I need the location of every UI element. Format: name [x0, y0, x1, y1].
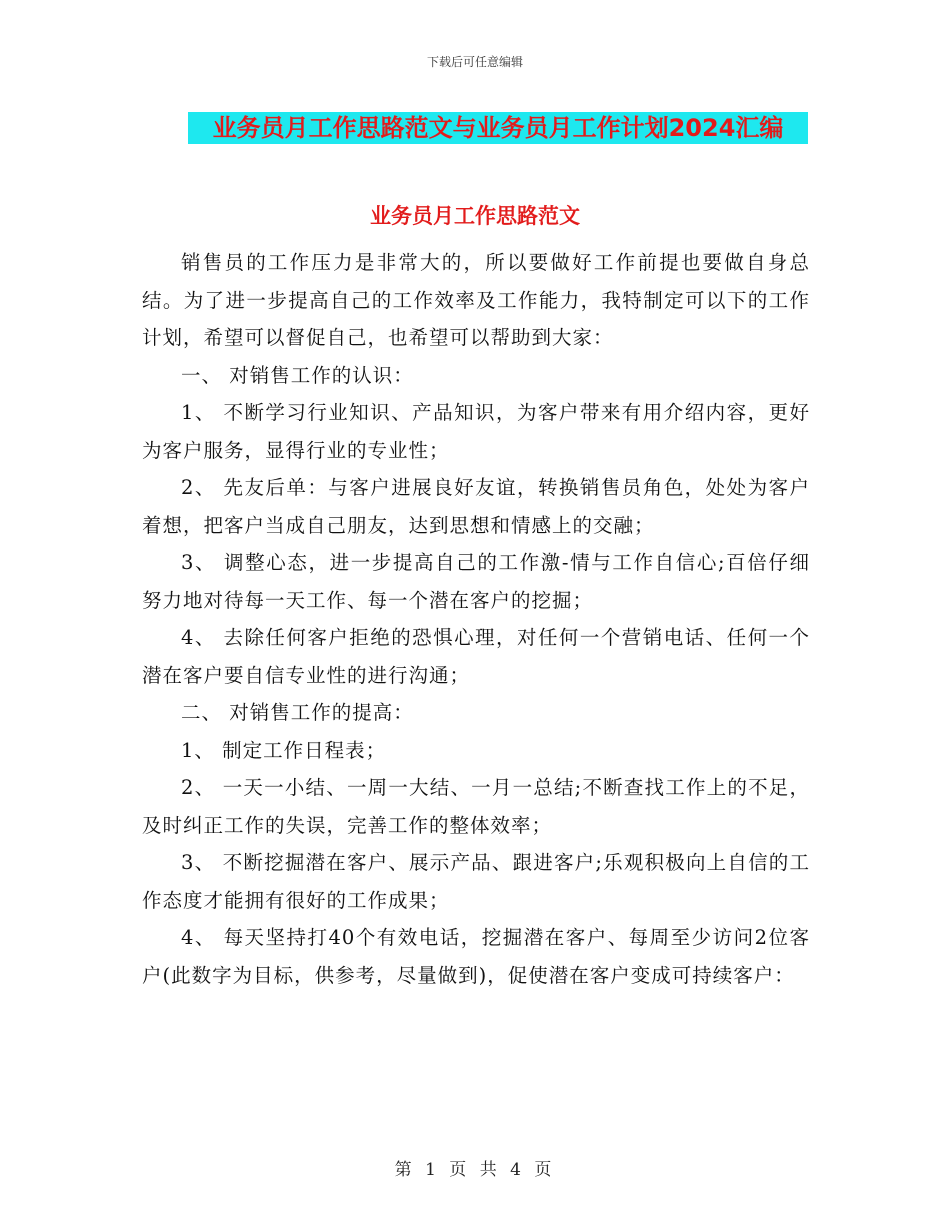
paragraph-intro: 销售员的工作压力是非常大的，所以要做好工作前提也要做自身总结。为了进一步提高自己的工作效率及工作能力，我特制定可以下的工作计划，希望可以督促自己，也希望可以帮助到大家： [142, 251, 810, 349]
paragraph-item: 3、 不断挖掘潜在客户、展示产品、跟进客户;乐观积极向上自信的工作态度才能拥有很好的工作成果； [142, 851, 810, 912]
paragraph-heading-1: 一、 对销售工作的认识： [181, 363, 414, 387]
page-header: 下载后可任意编辑 [426, 55, 523, 69]
paragraph-item: 4、 去除任何客户拒绝的恐惧心理，对任何一个营销电话、任何一个潜在客户要自信专业性的进行沟通； [142, 626, 810, 687]
paragraph-heading-2: 二、 对销售工作的提高： [181, 701, 414, 724]
section-title: 业务员月工作思路范文 [370, 204, 580, 228]
paragraph-item: 1、 不断学习行业知识、产品知识，为客户带来有用介绍内容，更好为客户服务，显得行业的专业性； [142, 401, 810, 462]
paragraph-item: 4、 每天坚持打40个有效电话，挖掘潜在客户、每周至少访问2位客户(此数字为目标，供参考，尽量做到)，促使潜在客户变成可持续客户： [142, 926, 810, 987]
paragraph-item: 3、 调整心态，进一步提高自己的工作激-情与工作自信心;百倍仔细努力地对待每一天工作、每一个潜在客户的挖掘； [142, 551, 810, 612]
paragraph-item: 1、 制定工作日程表； [181, 738, 387, 762]
document-title: 业务员月工作思路范文与业务员月工作计划2024汇编 [188, 112, 808, 144]
page-number: 第 1 页 共 4 页 [394, 1160, 556, 1180]
paragraph-item: 2、 一天一小结、一周一大结、一月一总结;不断查找工作上的不足，及时纠正工作的失误，完善工作的整体效率； [142, 776, 810, 837]
body-text [142, 244, 810, 994]
paragraph-item: 2、 先友后单：与客户进展良好友谊，转换销售员角色，处处为客户着想，把客户当成自己朋友，达到思想和情感上的交融； [142, 476, 810, 537]
